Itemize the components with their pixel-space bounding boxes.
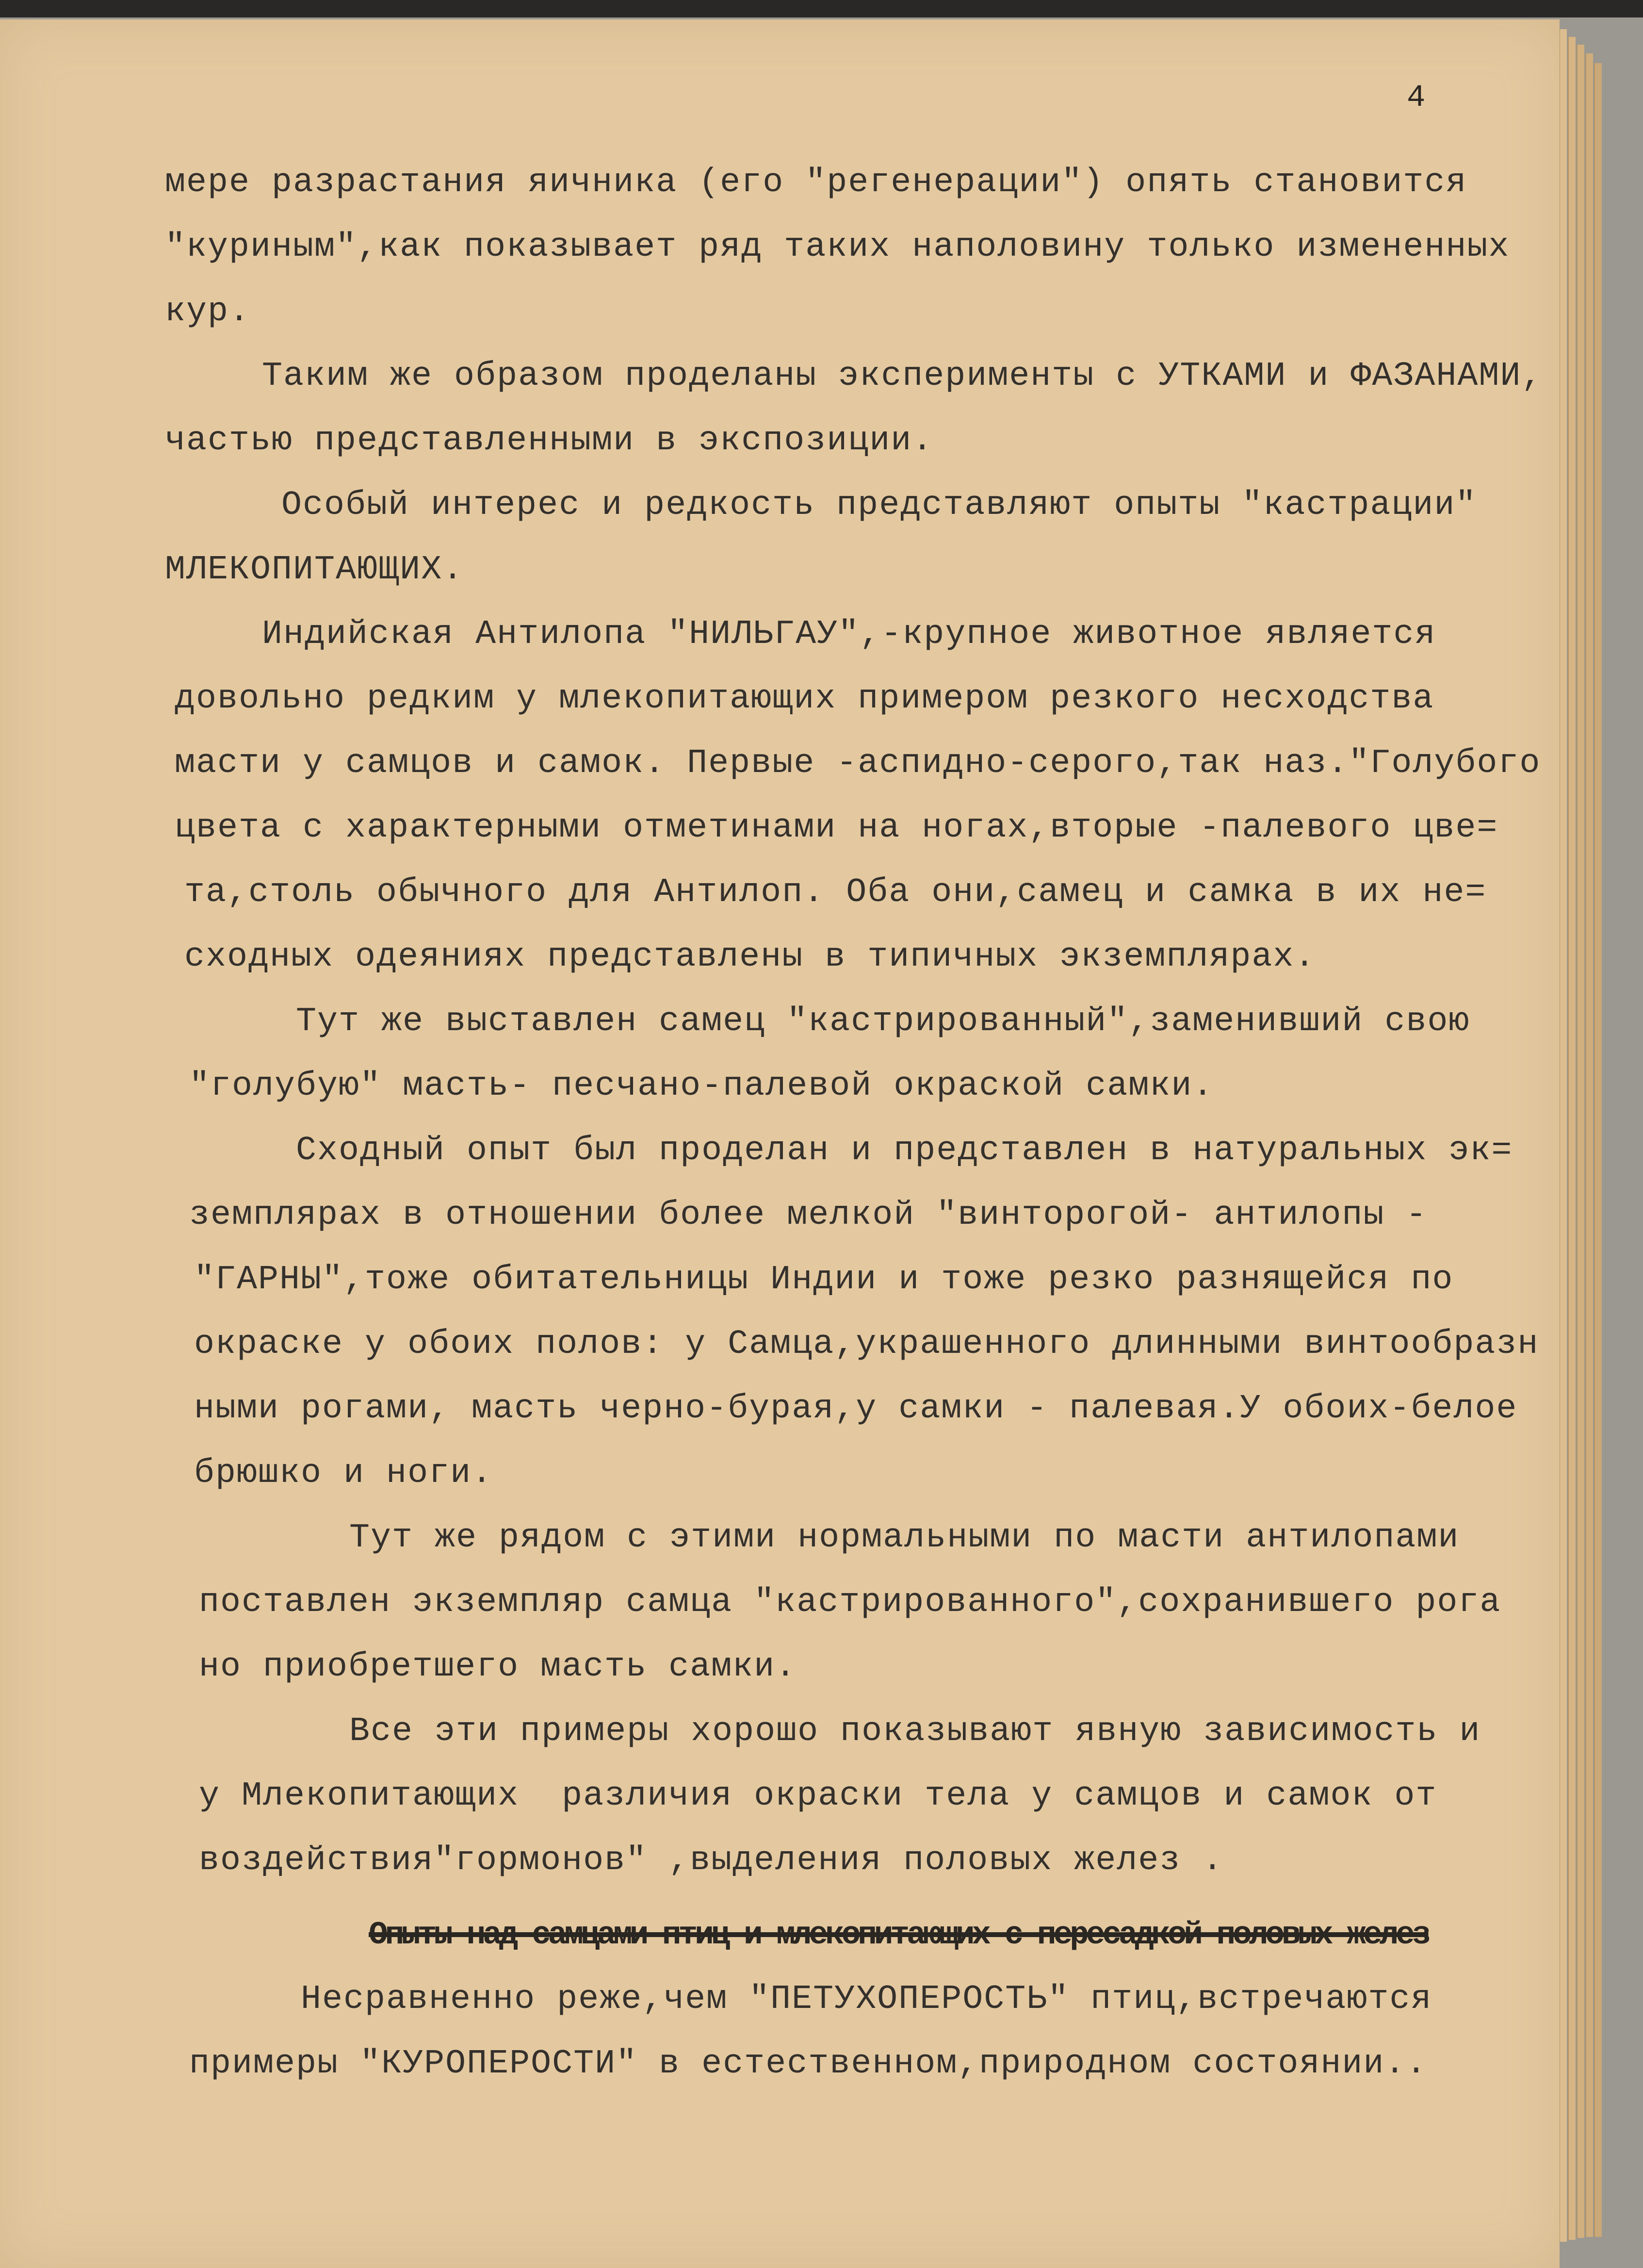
text-line: примеры "КУРОПЕРОСТИ" в естественном,природном состоянии..	[189, 2045, 1428, 2083]
page-edge	[1585, 53, 1593, 2237]
text-line: окраске у обоих полов: у Самца,украшенного длинными винтообразн	[194, 1325, 1539, 1364]
text-line: МЛЕКОПИТАЮЩИХ.	[165, 551, 464, 589]
struck-out-line: Опыты над самцами птиц и млекопитающих с пересадкой половых желез	[369, 1917, 1429, 1953]
text-line: цвета с характерными отметинами на ногах,вторые -палевого цве=	[175, 809, 1498, 847]
text-line: у Млекопитающих различия окраски тела у самцов и самок от	[199, 1777, 1437, 1815]
text-line: брюшко и ноги.	[194, 1454, 493, 1493]
text-line: мере разрастания яичника (его "регенерации") опять становится	[165, 164, 1467, 202]
text-line: Индийская Антилопа "НИЛЬГАУ",-крупное животное является	[262, 615, 1436, 654]
text-line: Несравненно реже,чем "ПЕТУХОПЕРОСТЬ" птиц,встречаются	[301, 1980, 1432, 2019]
text-line: Особый интерес и редкость представляют опыты "кастрации"	[281, 486, 1477, 525]
text-line: сходных одеяниях представлены в типичных экземплярах.	[184, 938, 1316, 976]
text-line: Тут же рядом с этими нормальными по масти антилопами	[349, 1519, 1460, 1557]
text-line: воздействия"гормонов" ,выделения половых желез .	[199, 1841, 1224, 1880]
page-edge	[1577, 45, 1584, 2238]
text-line: Таким же образом проделаны эксперименты с УТКАМИ и ФАЗАНАМИ,	[262, 357, 1543, 395]
typewritten-page	[0, 19, 1560, 2268]
text-line: та,столь обычного для Антилоп. Оба они,самец и самка в их не=	[184, 873, 1487, 912]
text-line: кур.	[165, 293, 251, 331]
text-line: ными рогами, масть черно-бурая,у самки - палевая.У обоих-белое	[194, 1390, 1518, 1428]
page-edge	[1594, 63, 1602, 2237]
text-line: довольно редким у млекопитающих примером резкого несходства	[175, 680, 1434, 718]
text-line: поставлен экземпляр самца "кастрированного",сохранившего рога	[199, 1583, 1501, 1622]
text-line: "куриным",как показывает ряд таких наполовину только измененных	[165, 228, 1510, 266]
text-line: но приобретшего масть самки.	[199, 1648, 797, 1686]
text-line: "голубую" масть- песчано-палевой окраской самки.	[189, 1067, 1214, 1105]
page-number: 4	[1407, 81, 1426, 115]
spacer	[165, 1893, 1562, 1903]
text-line: земплярах в отношении более мелкой "винторогой- антилопы -	[189, 1196, 1428, 1234]
body-text	[165, 150, 1562, 2096]
text-line: Сходный опыт был проделан и представлен в натуральных эк=	[296, 1132, 1513, 1170]
text-line: "ГАРНЫ",тоже обитательницы Индии и тоже резко разнящейся по	[194, 1261, 1454, 1299]
page-edge	[1568, 37, 1576, 2240]
text-line: масти у самцов и самок. Первые -аспидно-серого,так наз."Голубого	[175, 744, 1541, 783]
scanner-background-strip	[0, 0, 1643, 17]
text-line: частью представленными в экспозиции.	[165, 422, 934, 460]
text-line: Тут же выставлен самец "кастрированный",заменивший свою	[296, 1003, 1470, 1041]
text-line: Все эти примеры хорошо показывают явную зависимость и	[349, 1712, 1481, 1751]
